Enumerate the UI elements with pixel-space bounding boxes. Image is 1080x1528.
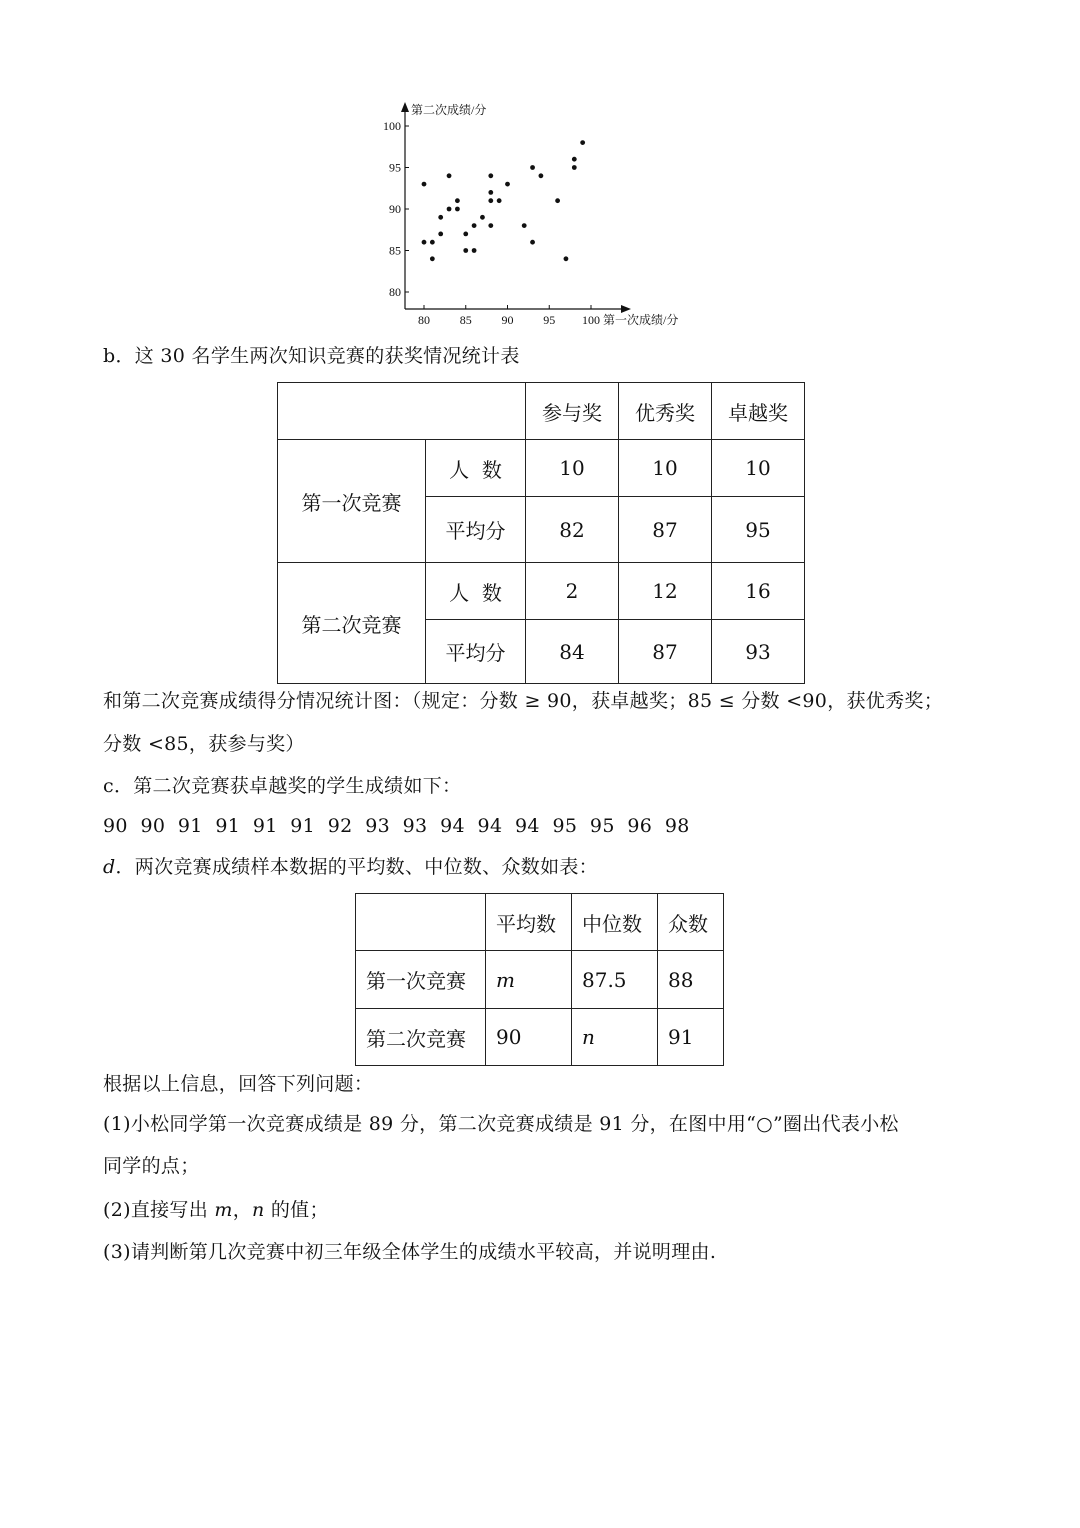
x-tick-label: 95 <box>543 313 556 327</box>
scatter-point <box>430 256 435 261</box>
award-group-cell: 第一次竞赛 <box>278 440 426 563</box>
section-d-title <box>103 853 598 881</box>
award-rule-line-1: 和第二次竞赛成绩得分情况统计图：（规定：分数 ≥ 90，获卓越奖；85 ≤ 分数 <90，获优秀奖； <box>103 690 943 712</box>
award-value-cell: 95 <box>712 497 805 563</box>
scatter-point <box>455 198 460 203</box>
scatter-point <box>438 232 443 237</box>
stats-row-label: 第二次竞赛 <box>356 1009 486 1066</box>
stats-corner-cell <box>356 894 486 951</box>
y-tick-label: 85 <box>389 243 401 258</box>
scatter-point <box>480 215 485 220</box>
scatter-point <box>488 190 493 195</box>
scatter-point <box>463 232 468 237</box>
scatter-point <box>455 207 460 212</box>
scatter-point <box>564 256 569 261</box>
y-tick-label: 95 <box>389 160 401 175</box>
stats-mean-cell: m <box>486 951 572 1009</box>
stats-median-cell: n <box>572 1009 658 1066</box>
scatter-point <box>422 240 427 245</box>
scatter-point <box>422 182 427 187</box>
award-value-cell: 16 <box>712 563 805 620</box>
q2-prefix: (2)直接写出 <box>103 1199 215 1221</box>
x-tick-label: 100 <box>582 313 600 327</box>
section-c-title: c．第二次竞赛获卓越奖的学生成绩如下： <box>103 775 462 797</box>
section-c-scores: 90 90 91 91 91 91 92 93 93 94 94 94 95 95 96 98 <box>103 815 690 837</box>
d-title-text: ．两次竞赛成绩样本数据的平均数、中位数、众数如表： <box>115 856 598 878</box>
scatter-point <box>539 173 544 178</box>
award-value-cell: 82 <box>526 497 619 563</box>
d-letter: d <box>103 856 116 878</box>
x-tick-label: 80 <box>418 313 430 327</box>
scatter-point <box>447 207 452 212</box>
scatter-point <box>463 248 468 253</box>
stats-median-cell: 87.5 <box>572 951 658 1009</box>
scatter-point <box>530 165 535 170</box>
award-label-cell: 人 数 <box>426 440 526 497</box>
stats-row-label: 第一次竞赛 <box>356 951 486 1009</box>
scatter-point <box>505 182 510 187</box>
y-axis-arrow <box>401 102 409 112</box>
scatter-point <box>572 165 577 170</box>
scatter-point <box>430 240 435 245</box>
question-3: (3)请判断第几次竞赛中初三年级全体学生的成绩水平较高，并说明理由. <box>103 1241 717 1263</box>
award-value-cell: 10 <box>526 440 619 497</box>
x-tick-label: 85 <box>459 313 472 327</box>
question-1-line-1: (1)小松同学第一次竞赛成绩是 89 分，第二次竞赛成绩是 91 分，在图中用“○”圈出代表小松 <box>103 1113 899 1135</box>
scatter-point <box>438 215 443 220</box>
award-header-cell: 卓越奖 <box>712 383 805 440</box>
stats-header-cell: 平均数 <box>486 894 572 951</box>
scatter-point <box>555 198 560 203</box>
scatter-point <box>488 198 493 203</box>
x-tick-label: 90 <box>501 313 514 327</box>
award-rule-line-2: 分数 <85，获参与奖） <box>103 733 305 755</box>
stats-mode-cell: 91 <box>658 1009 724 1066</box>
scatter-axes <box>383 102 678 327</box>
x-axis-arrow <box>621 305 631 313</box>
award-label-cell: 平均分 <box>426 497 526 563</box>
award-corner-cell <box>278 383 526 440</box>
stats-header-cell: 中位数 <box>572 894 658 951</box>
stats-mode-cell: 88 <box>658 951 724 1009</box>
award-label-cell: 人 数 <box>426 563 526 620</box>
award-label-cell: 平均分 <box>426 620 526 684</box>
y-tick-label: 90 <box>389 202 401 216</box>
award-value-cell: 84 <box>526 620 619 684</box>
scatter-point <box>488 173 493 178</box>
y-tick-label: 80 <box>389 285 401 299</box>
stats-header-cell: 众数 <box>658 894 724 951</box>
q2-suffix: 的值； <box>264 1199 329 1221</box>
award-value-cell: 2 <box>526 563 619 620</box>
scatter-point <box>572 157 577 162</box>
q2-variable-m: m <box>214 1199 233 1221</box>
questions-intro: 根据以上信息，回答下列问题： <box>103 1073 374 1095</box>
scatter-point <box>580 140 585 145</box>
award-header-cell: 优秀奖 <box>619 383 712 440</box>
scatter-point <box>522 223 527 228</box>
award-value-cell: 10 <box>619 440 712 497</box>
scatter-point <box>530 240 535 245</box>
q2-separator: ， <box>232 1199 252 1221</box>
award-header-cell: 参与奖 <box>526 383 619 440</box>
scatter-point <box>447 173 452 178</box>
y-tick-label: 100 <box>383 119 401 133</box>
y-axis-label: 第二次成绩/分 <box>411 103 487 117</box>
stats-table <box>355 893 724 1066</box>
scatter-plot <box>375 96 705 336</box>
award-group-cell: 第二次竞赛 <box>278 563 426 684</box>
stats-mean-cell: 90 <box>486 1009 572 1066</box>
x-axis-label: 第一次成绩/分 <box>603 313 679 327</box>
section-b-title: b．这 30 名学生两次知识竞赛的获奖情况统计表 <box>103 345 520 367</box>
award-value-cell: 87 <box>619 620 712 684</box>
q2-variable-n: n <box>252 1199 265 1221</box>
award-value-cell: 12 <box>619 563 712 620</box>
scatter-point <box>472 223 477 228</box>
scatter-point <box>488 223 493 228</box>
question-2 <box>103 1196 329 1224</box>
award-value-cell: 87 <box>619 497 712 563</box>
award-value-cell: 10 <box>712 440 805 497</box>
scatter-points <box>422 140 585 261</box>
award-value-cell: 93 <box>712 620 805 684</box>
scatter-point <box>472 248 477 253</box>
award-table <box>277 382 805 684</box>
scatter-point <box>497 198 502 203</box>
question-1-line-2: 同学的点； <box>103 1155 200 1177</box>
